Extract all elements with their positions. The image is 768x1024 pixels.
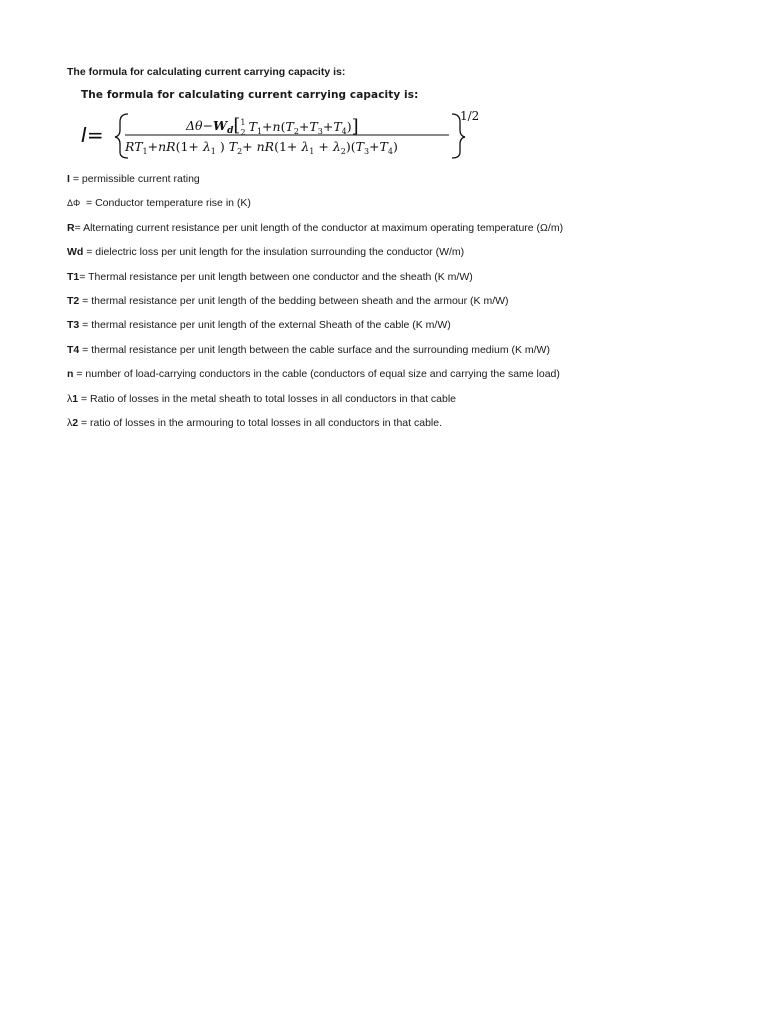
current-capacity-formula-image [78,84,498,162]
definition-text: = Conductor temperature rise in (K) [80,197,251,210]
definitions-list [67,173,563,441]
definition-item [67,344,563,368]
definition-text: = Thermal resistance per unit length between one conductor and the sheath (K m/W) [79,270,473,283]
definition-symbol [67,417,78,429]
lambda-glyph: λ [67,392,73,405]
definition-text: = thermal resistance per unit length between the cable surface and the surrounding medium (K m/W) [79,343,550,356]
definition-item [67,271,563,295]
definition-symbol: T2 [67,294,80,307]
lambda-glyph: λ [67,416,73,429]
definition-text: = thermal resistance per unit length of the bedding between sheath and the armour (K m/W) [79,294,509,307]
definition-item [67,393,563,417]
definition-symbol [67,393,78,405]
formula-numerator: $\Delta\theta-W_d[^1$ 2 $T_1+n(T_2+T_3+T_4)$] [186,115,359,137]
definition-symbol: I [67,173,70,185]
definition-item [67,197,563,221]
definition-item [67,319,563,343]
formula-caption: The formula for calculating current carrying capacity is: [81,89,419,101]
definition-text: = Alternating current resistance per unit length of the conductor at maximum operating temperature (Ω/m) [74,221,564,234]
lambda-index: 1 [72,392,79,405]
definition-text: = permissible current rating [69,173,200,185]
page-heading: The formula for calculating current carrying capacity is: [67,66,346,78]
definition-symbol: Wd [67,246,84,259]
definition-symbol: T1 [67,270,80,283]
definition-symbol: R [67,221,75,234]
definition-item [67,368,563,392]
definition-item [67,222,563,246]
definition-item [67,173,563,197]
definition-symbol: ΔΦ [67,198,81,209]
definition-item [67,417,563,441]
lambda-index: 2 [72,416,79,429]
definition-text: = dielectric loss per unit length for the insulation surrounding the conductor (W/m) [83,246,465,259]
definition-text: = thermal resistance per unit length of the external Sheath of the cable (K m/W) [79,319,451,332]
definition-symbol: T3 [67,319,80,332]
definition-text: = number of load-carrying conductors in the cable (conductors of equal size and carrying the same load) [73,368,560,381]
definition-item [67,295,563,319]
formula-exponent: 1/2 [460,109,480,123]
definition-item [67,246,563,270]
definition-symbol: n [67,368,74,381]
definition-text: = ratio of losses in the armouring to total losses in all conductors in that cable. [78,416,442,429]
formula-denominator: $RT_1+nR(1+ \lambda_1$ ) $T_2+ nR(1+ \lambda_1 + \lambda_2)(T_3+T_4)$ [125,139,398,156]
definition-text: = Ratio of losses in the metal sheath to total losses in all conductors in that cable [78,392,457,405]
definition-symbol: T4 [67,343,80,356]
formula-lhs: I= [81,123,104,147]
